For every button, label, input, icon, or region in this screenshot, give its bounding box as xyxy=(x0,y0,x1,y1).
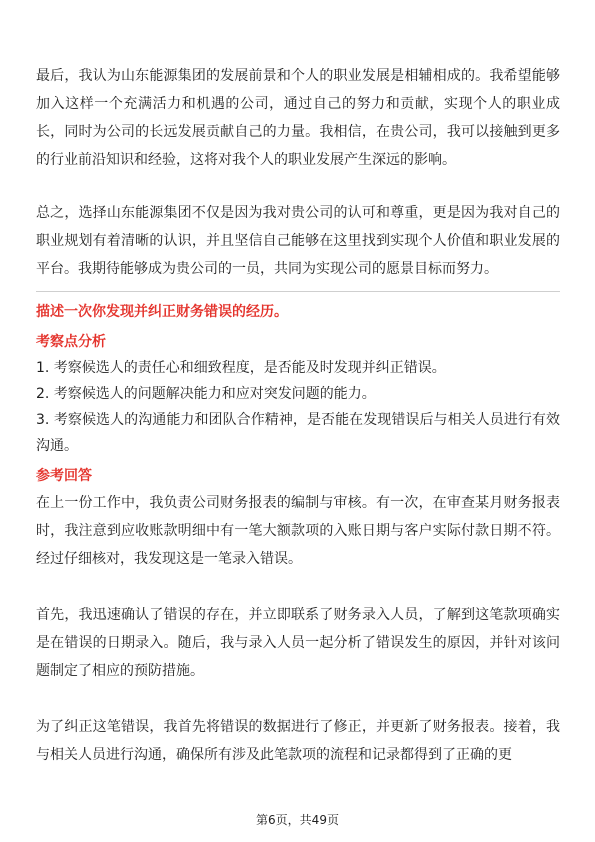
analysis-label: 考察点分析 xyxy=(36,334,106,350)
answer-paragraph: 为了纠正这笔错误，我首先将错误的数据进行了修正，并更新了财务报表。接着，我与相关人员进行沟通，确保所有涉及此笔款项的流程和记录都得到了正确的更 xyxy=(36,719,560,763)
interview-question: 描述一次你发现并纠正财务错误的经历。 xyxy=(36,304,288,320)
body-paragraph: 最后，我认为山东能源集团的发展前景和个人的职业发展是相辅相成的。我希望能够加入这样一个充满活力和机遇的公司，通过自己的努力和贡献，实现个人的职业成长，同时为公司的长远发展贡献自己的力量。我相信，在贵公司，我可以接触到更多的行业前沿知识和经验，这将对我个人的职业发展产生深远的影响。 xyxy=(36,68,560,168)
answer-label: 参考回答 xyxy=(36,468,92,484)
page-content xyxy=(36,62,560,769)
answer-paragraph: 在上一份工作中，我负责公司财务报表的编制与审核。有一次，在审查某月财务报表时，我注意到应收账款明细中有一笔大额款项的入账日期与客户实际付款日期不符。经过仔细核对，我发现这是一笔录入错误。 xyxy=(36,495,560,567)
body-paragraph: 总之，选择山东能源集团不仅是因为我对贵公司的认可和尊重，更是因为我对自己的职业规划有着清晰的认识，并且坚信自己能够在这里找到实现个人价值和职业发展的平台。我期待能够成为贵公司的一员，共同为实现公司的愿景目标而努力。 xyxy=(36,205,560,277)
analysis-item: 2. 考察候选人的问题解决能力和应对突发问题的能力。 xyxy=(36,386,376,402)
answer-paragraph: 首先，我迅速确认了错误的存在，并立即联系了财务录入人员，了解到这笔款项确实是在错误的日期录入。随后，我与录入人员一起分析了错误发生的原因，并针对该问题制定了相应的预防措施。 xyxy=(36,607,560,679)
section-divider xyxy=(36,291,560,292)
analysis-item: 3. 考察候选人的沟通能力和团队合作精神，是否能在发现错误后与相关人员进行有效沟通。 xyxy=(36,412,560,454)
page-number: 第6页，共49页 xyxy=(256,813,339,827)
analysis-item: 1. 考察候选人的责任心和细致程度，是否能及时发现并纠正错误。 xyxy=(36,360,446,376)
